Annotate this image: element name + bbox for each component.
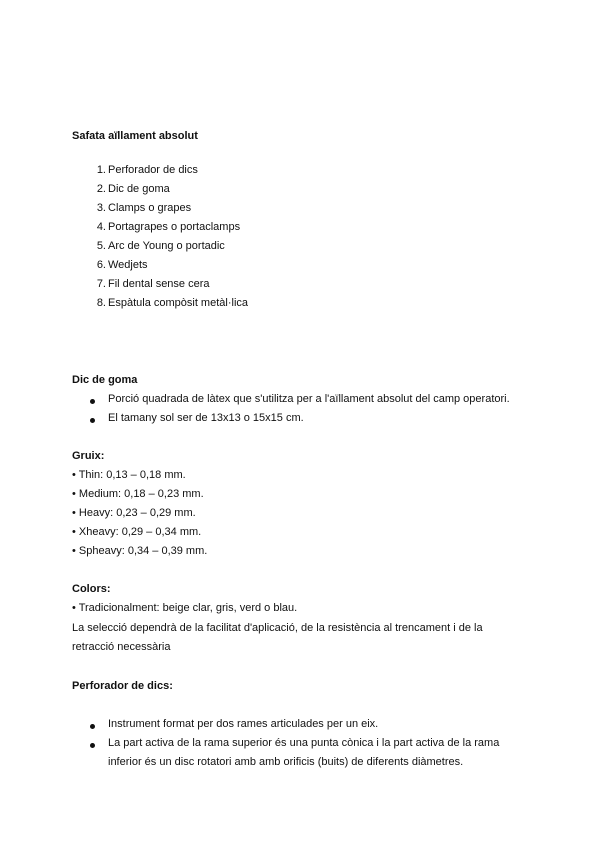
bullet-text: La part activa de la rama superior és una punta cònica i la part activa de la rama	[108, 737, 500, 749]
list-number: 8.	[96, 297, 106, 309]
bullet-text: El tamany sol ser de 13x13 o 15x15 cm.	[108, 412, 304, 424]
list-text: Perforador de dics	[108, 164, 198, 176]
section-title-gruix: Gruix:	[72, 450, 105, 462]
bullet-icon	[90, 399, 95, 404]
bullet-icon	[90, 724, 95, 729]
list-text: Espàtula compòsit metàl·lica	[108, 297, 249, 309]
list-text: Portagrapes o portaclamps	[108, 221, 241, 233]
text-line: • Xheavy: 0,29 – 0,34 mm.	[72, 526, 202, 538]
list-number: 3.	[96, 202, 106, 214]
bullet-icon	[90, 743, 95, 748]
bullet-text: Porció quadrada de làtex que s'utilitza per a l'aïllament absolut del camp operatori.	[108, 393, 510, 405]
list-text: Arc de Young o portadic	[108, 240, 225, 252]
bullet-icon	[90, 418, 95, 423]
text-line: La selecció dependrà de la facilitat d'aplicació, de la resistència al trencament i de la	[72, 622, 483, 634]
section-title-dic-de-goma: Dic de goma	[72, 374, 138, 386]
text-line: • Thin: 0,13 – 0,18 mm.	[72, 469, 186, 481]
section-title-safata: Safata aïllament absolut	[72, 130, 198, 142]
bullet-text: inferior és un disc rotatori amb amb orificis (buits) de diferents diàmetres.	[108, 756, 464, 768]
list-number: 1.	[96, 164, 106, 176]
bullet-text: Instrument format per dos rames articulades per un eix.	[108, 718, 379, 730]
text-line: • Spheavy: 0,34 – 0,39 mm.	[72, 545, 208, 557]
list-number: 6.	[96, 259, 106, 271]
list-number: 4.	[96, 221, 106, 233]
section-title-perforador: Perforador de dics:	[72, 680, 173, 692]
section-title-colors: Colors:	[72, 583, 111, 595]
text-line: retracció necessària	[72, 641, 171, 653]
list-text: Wedjets	[108, 259, 148, 271]
text-line: • Tradicionalment: beige clar, gris, verd o blau.	[72, 602, 298, 614]
list-number: 5.	[96, 240, 106, 252]
list-text: Dic de goma	[108, 183, 170, 195]
list-number: 7.	[96, 278, 106, 290]
list-text: Fil dental sense cera	[108, 278, 210, 290]
list-text: Clamps o grapes	[108, 202, 192, 214]
text-line: • Medium: 0,18 – 0,23 mm.	[72, 488, 204, 500]
list-number: 2.	[96, 183, 106, 195]
text-line: • Heavy: 0,23 – 0,29 mm.	[72, 507, 196, 519]
